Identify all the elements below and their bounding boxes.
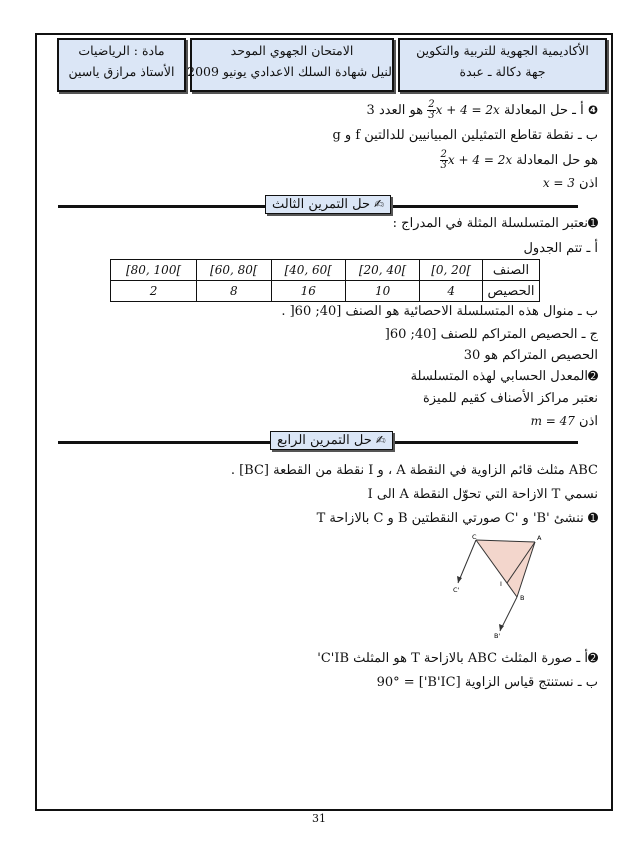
header-subject-box [57,38,186,92]
section3-q2b-text: اذن [579,414,598,429]
section3-title: حل التمرين الثالث [272,197,371,212]
table-cell: 4 [420,281,483,302]
section4-q2a-text: أ ـ صورة المثلث ABC بالازاحة T هو المثلث C'IB' [317,651,588,666]
section4-q2-badge: ➋ [587,651,598,665]
part1-a-text: أ ـ حل المعادلة [503,103,584,118]
section4-intro2: نسمي T الازاحة التي تحوّل النقطة A الى I [367,487,598,502]
section3-q2b [531,413,598,430]
table-cell: 2 [111,281,197,302]
part1-line-a [367,100,598,121]
section3-q1c: ج ـ الحصيص المتراكم للصنف [40; 60[ [384,327,598,342]
table-cell: [60, 80[ [197,260,271,281]
section3-q1b: ب ـ منوال هذه المتسلسلة الاحصائية هو الصنف [40; 60[ . [281,304,598,319]
page-number: 31 [312,812,326,825]
part1-c-text: هو حل المعادلة [516,153,598,168]
section3-q2a: نعتبر مراكز الأصناف كقيم للميزة [423,391,598,406]
header-academy-box [398,38,607,92]
section4-q2b: ب ـ نستنتج قياس الزاوية [B'IC'] = 90° [376,675,598,690]
translation-figure [440,528,550,640]
section4-title: حل التمرين الرابع [277,433,372,448]
section3-q1-text: نعتبر المتسلسلة المثلة في المدراج : [392,216,588,231]
part1-a-equation: $\frac{2}{3}$ x + 4 = 2x [428,99,500,121]
section3-q2-text: المعدل الحسابي لهذه المتسلسلة [410,369,588,384]
table-cell: 16 [271,281,345,302]
part1-line-c [440,150,598,171]
section3-q2b-equation: m = 47 [530,414,575,428]
section4-q1 [317,510,598,527]
section3-q2-badge: ➋ [587,369,598,383]
pen-icon: ✍ [375,433,386,447]
arrow-c-prime [457,576,462,583]
label-b: B [520,594,525,602]
header-academy-name: الأكاديمية الجهوية للتربية والتكوين [416,43,589,58]
table-row-head-class: الصنف [483,260,540,281]
table-cell: 10 [345,281,419,302]
part1-line-b: ب ـ نقطة تقاطع التمثيلين المبيانيين للدالتين f و g [332,128,598,143]
section3-q1-badge: ➊ [587,216,598,230]
part1-a-fraction: $\frac{2}{3}$ [428,99,435,121]
table-row-head-count: الحصيص [483,281,540,302]
header-subject: مادة : الرياضيات [78,43,165,58]
pen-icon: ✍ [374,197,385,211]
header-region: جهة دكالة ـ عبدة [459,64,546,79]
part1-c-equation: $\frac{2}{3}$ x + 4 = 2x [440,149,513,171]
header-exam-title: الامتحان الجهوي الموحد [230,43,354,58]
part1-d-equation: x = 3 [542,176,575,190]
section4-q2a [317,650,598,667]
part1-badge: ❹ [587,103,598,117]
section3-q1 [393,215,598,232]
section3-q1a: أ ـ تتم الجدول [523,241,598,256]
table-row [111,260,540,281]
section3-q1d: الحصيص المتراكم هو 30 [463,348,598,363]
label-b-prime: B' [494,632,501,640]
label-c-prime: C' [453,586,460,594]
section4-q1-text: ننشئ 'B' و 'C صورتي النقطتين B و C بالازاحة T [316,511,584,526]
table-cell: 8 [197,281,271,302]
part1-d-text: اذن [579,176,598,191]
label-i: I [500,580,502,588]
section3-title-box [265,195,391,214]
table-cell: [80, 100[ [111,260,197,281]
section3-q2 [411,368,598,385]
header-teacher: الأستاذ مرازق ياسين [68,64,175,79]
section4-q1-badge: ➊ [587,511,598,525]
label-a: A [537,534,542,542]
table-cell: [0, 20[ [420,260,483,281]
part1-c-fraction: $\frac{2}{3}$ [440,149,447,171]
table-cell: [40, 60[ [271,260,345,281]
vector-cc [458,540,476,583]
section4-title-box [270,431,393,450]
header-exam-subtitle: لنيل شهادة السلك الاعدادي يونيو 2009 [187,64,392,79]
table-row [111,281,540,302]
header-exam-box [187,38,394,92]
part1-line-d [543,175,598,192]
section4-intro1: ABC مثلث قائم الزاوية في النقطة A ، و I نقطة من القطعة [BC] . [230,463,598,478]
table-cell: [20, 40[ [345,260,419,281]
frequency-table [110,259,540,302]
part1-a-tail: هو العدد 3 [366,103,424,118]
label-c: C [472,533,477,541]
